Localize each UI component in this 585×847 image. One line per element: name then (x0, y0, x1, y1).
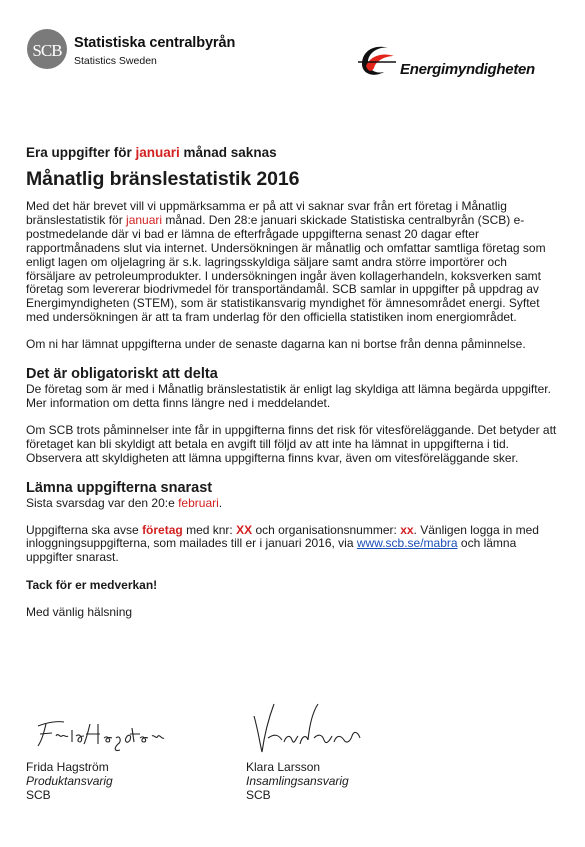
signer-org: SCB (246, 788, 271, 802)
knr-placeholder: XX (236, 522, 253, 537)
login-text-a: Uppgifterna ska avse (26, 522, 143, 537)
signer-role: Produktansvarig (26, 774, 113, 788)
intro-paragraph (26, 200, 558, 325)
company-placeholder: företag (142, 522, 183, 537)
scb-subtitle: Statistics Sweden (74, 55, 157, 67)
energimyndigheten-name: Energimyndigheten (400, 61, 535, 78)
kicker-text: Era uppgifter för (26, 145, 136, 160)
signature-block-1 (26, 760, 113, 802)
letter-body (26, 145, 558, 620)
kicker-text-end: månad saknas (179, 145, 277, 160)
scb-logo (26, 28, 68, 70)
submit-heading: Lämna uppgifterna snarast (26, 479, 213, 496)
signature-frida (28, 712, 168, 754)
obligatory-paragraph: De företag som är med i Månatlig bränslestatistik är enligt lag skyldiga att lämna begärda uppgifter. Mer information om detta finns längre ned i meddelandet. (26, 382, 551, 410)
deadline-end: . (218, 495, 223, 510)
letter-title: Månatlig bränslestatistik 2016 (26, 168, 300, 190)
deadline-month: februari (178, 495, 219, 510)
signer-name: Klara Larsson (246, 760, 321, 774)
deadline-paragraph (26, 497, 558, 511)
deadline-text: Sista svarsdag var den 20:e (26, 495, 179, 510)
signer-name: Frida Hagström (26, 760, 109, 774)
greeting-line: Med vänlig hälsning (26, 605, 133, 620)
kicker-month: januari (135, 145, 180, 160)
login-text-b: med knr: (182, 522, 237, 537)
letter-kicker (26, 145, 558, 160)
signature-block-2 (246, 760, 349, 802)
signer-org: SCB (26, 788, 51, 802)
login-text-c: och organisationsnummer: (252, 522, 401, 537)
login-text-e: och lämna uppgifter snarast. (26, 536, 517, 565)
signature-klara (248, 690, 388, 760)
thanks-line: Tack för er medverkan! (26, 578, 158, 593)
intro-text: Med det här brevet vill vi uppmärksamma er på att vi saknar svar från ert företag i Månatlig bränslestatistik för (26, 199, 507, 227)
scb-name: Statistiska centralbyrån (74, 35, 236, 51)
login-paragraph (26, 524, 558, 566)
org-number-placeholder: xx (400, 522, 414, 537)
login-text-d: . Vänligen logga in med inloggningsuppgifterna, som mailades till er i januari 2016, via (26, 522, 539, 551)
mabra-link[interactable]: www.scb.se/mabra (356, 536, 458, 551)
signer-role: Insamlingsansvarig (246, 774, 349, 788)
intro-text-rest: månad. Den 28:e januari skickade Statistiska centralbyrån (SCB) e-postmedelande där vi bad er lämna de efterfrågade uppgifterna senast 20 dagar efter rapportmånadens slut via internet. Undersökningen är månatlig och omfattar samtliga företag som enligt lagen om oljelagring är s.k. lagringsskyldiga säljare samt andra större importörer och försäljare av petroleumprodukter. I undersökningen ingår även kollagerhandeln, koksverken samt företag som levererar biodrivmedel för transportändamål. SCB samlar in uppgifter på uppdrag av Energimyndigheten (STEM), som är statistikansvarig myndighet för ämnesområdet energi. Syftet med undersökningen är att ta fram underlag för den officiella statistiken inom energiområdet. (26, 212, 546, 325)
reminder-paragraph: Om ni har lämnat uppgifterna under de senaste dagarna kan ni bortse från denna påminnelse. (26, 337, 526, 352)
intro-month: januari (126, 212, 163, 227)
penalty-paragraph: Om SCB trots påminnelser inte får in uppgifterna finns det risk för vitesföreläggande. Det betyder att företaget kan bli skyldigt att betala en avgift till följd av att inte ha lämnat in uppgifterna i tid. Observera att skyldigheten att lämna uppgifterna finns kvar, även om vitesföreläggande sker. (26, 422, 557, 465)
obligatory-heading: Det är obligatoriskt att delta (26, 366, 218, 383)
energimyndigheten-logo-icon (356, 42, 400, 80)
svg-text:SCB: SCB (32, 41, 62, 60)
